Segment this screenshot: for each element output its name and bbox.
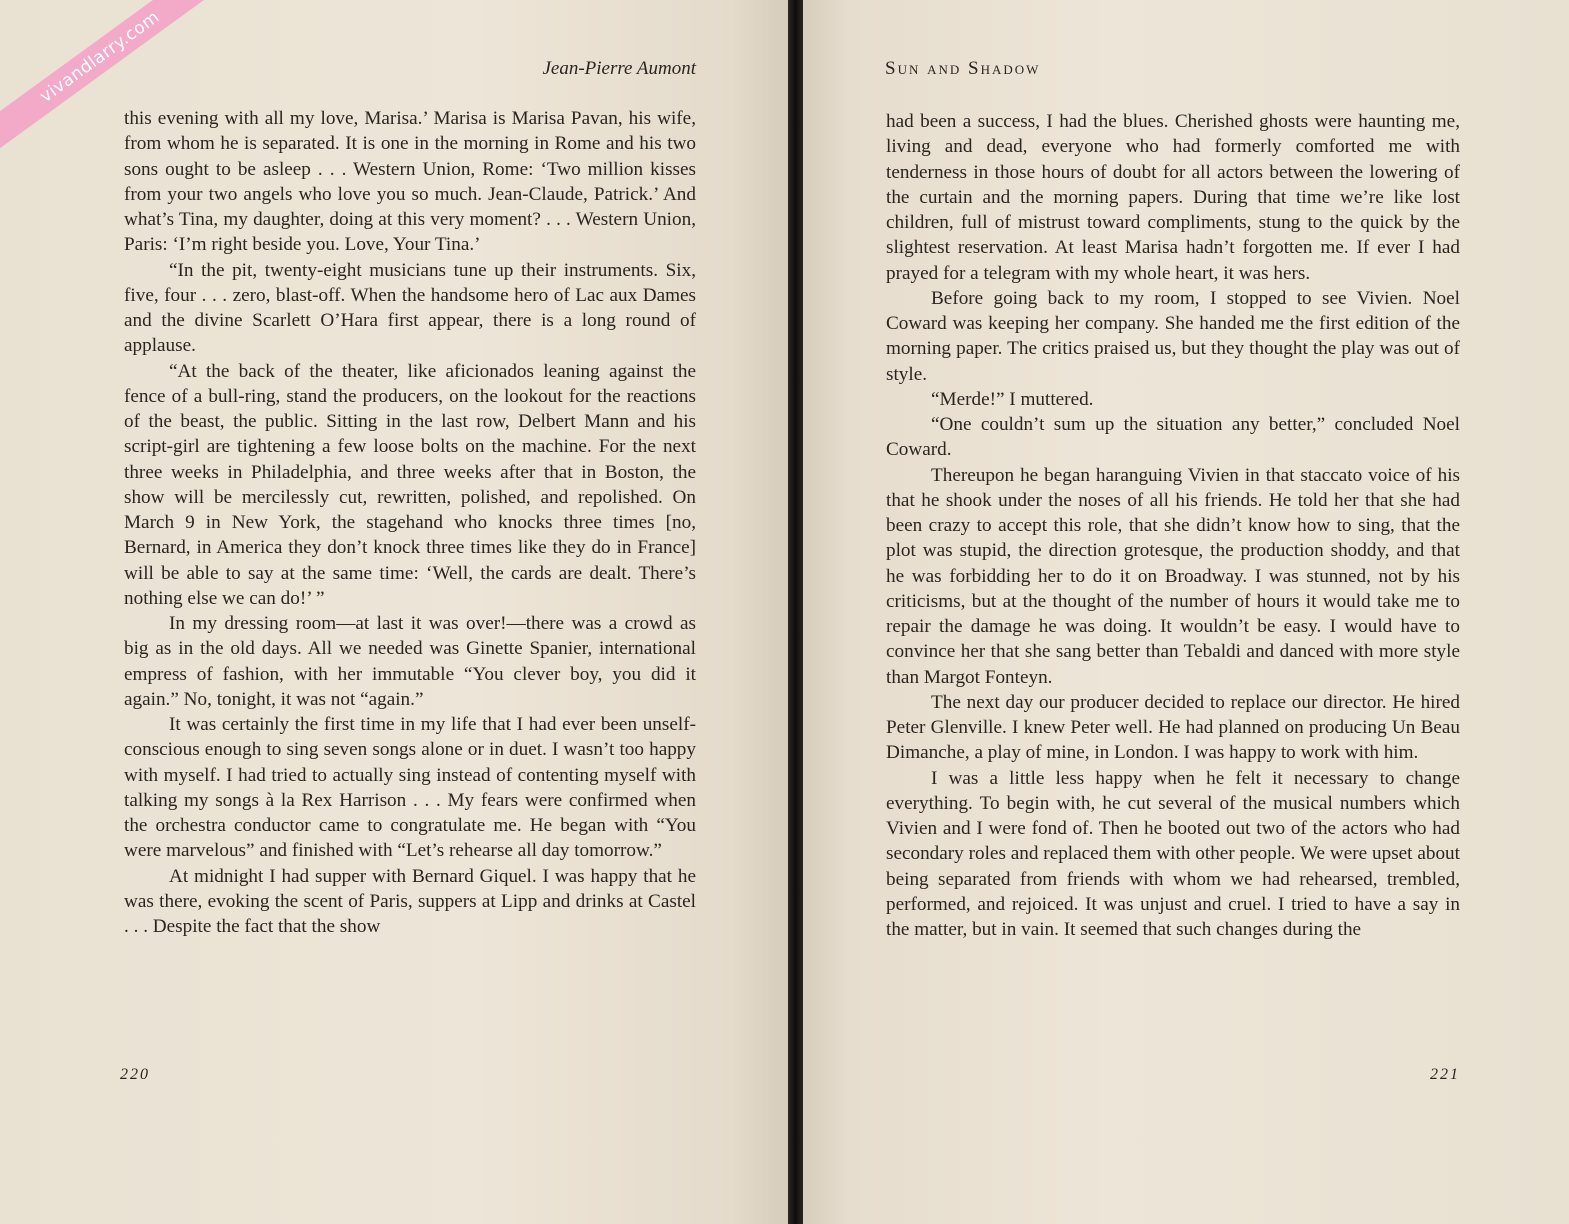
paragraph: “Merde!” I muttered.	[931, 388, 1094, 410]
paragraph: At midnight I had supper with Bernard Giquel. I was happy that he was there, evoking the scent of Paris, suppers at Lipp and drinks at Castel . . . Despite the fact that the show	[124, 865, 696, 937]
running-head-title: Sun and Shadow	[885, 58, 1041, 79]
paragraph: this evening with all my love, Marisa.’ Marisa is Marisa Pavan, his wife, from whom he is separated. It is one in the morning in Rome and his two sons ought to be asleep . . . Western Union, Rome: ‘Two million kisses from your two angels who love you so much. Jean-Claude, Patrick.’ And what’s Tina, my daughter, doing at this very moment? . . . Western Union, Paris: ‘I’m right beside you. Love, Your Tina.’	[124, 108, 696, 256]
paragraph: Before going back to my room, I stopped to see Vivien. Noel Coward was keeping her company. She handed me the first edition of the morning paper. The critics praised us, but they thought the play was out of style.	[886, 287, 1460, 385]
paragraph: “One couldn’t sum up the situation any better,” concluded Noel Coward.	[886, 414, 1460, 461]
running-head-author: Jean-Pierre Aumont	[542, 58, 696, 79]
paragraph: I was a little less happy when he felt it necessary to change everything. To begin with, he cut several of the musical numbers which Vivien and I were fond of. Then he booted out two of the actors who had secondary roles and replaced them with other people. We were upset about being separated from friends with whom we had rehearsed, trembled, performed, and rejoiced. It was unjust and cruel. I tried to have a say in the matter, but in vain. It seemed that such changes during the	[886, 767, 1460, 940]
paragraph: Thereupon he began haranguing Vivien in that staccato voice of his that he shook under the noses of all his friends. He told her that she had been crazy to accept this role, that she didn’t know how to sing, that the plot was stupid, the direction grotesque, the production shoddy, and that he was forbidding her to do it on Broadway. I was stunned, not by his criticisms, but at the thought of the number of hours it would take me to repair the damage he was doing. It wouldn’t be easy. I would have to convince her that she sang better than Tebaldi and danced with more style than Margot Fonteyn.	[886, 464, 1460, 688]
page-number: 220	[120, 1066, 150, 1083]
paragraph: had been a success, I had the blues. Cherished ghosts were haunting me, living and dead, everyone who had formerly comforted me with tenderness in those hours of doubt for all actors between the lowering of the curtain and the morning papers. During that time we’re like lost children, full of mistrust toward compliments, stung to the quick by the slightest reservation. At least Marisa hadn’t forgotten me. If ever I had prayed for a telegram with my whole heart, it was hers.	[886, 111, 1460, 284]
paragraph: “At the back of the theater, like aficionados leaning against the fence of a bull-ring, stand the producers, on the lookout for the reactions of the beast, the public. Sitting in the last row, Delbert Mann and his script-girl are tightening a few loose bolts on the machine. For the next three weeks in Philadelphia, and three weeks after that in Boston, the show will be mercilessly cut, rewritten, polished, and repolished. On March 9 in New York, the stagehand who knocks three times [no, Bernard, in America they don’t knock three times like they do in France] will be able to say at the same time: ‘Well, the cards are dealt. There’s nothing else we can do!’ ”	[124, 360, 696, 609]
watermark-banner: vivandlarry.com	[0, 0, 222, 151]
paragraph: “In the pit, twenty-eight musicians tune up their instruments. Six, five, four . . . zero, blast-off. When the handsome hero of Lac aux Dames and the divine Scarlett O’Hara first appear, there is a long round of applause.	[124, 259, 696, 357]
paragraph: The next day our producer decided to replace our director. He hired Peter Glenville. I knew Peter well. He had planned on producing Un Beau Dimanche, a play of mine, in London. I was happy to work with him.	[886, 691, 1460, 764]
paragraph: It was certainly the first time in my life that I had ever been unself-conscious enough to sing seven songs alone or in duet. I wasn’t too happy with myself. I had tried to actually sing instead of contenting myself with talking my songs à la Rex Harrison . . . My fears were confirmed when the orchestra conductor came to congratulate me. He began with “You were marvelous” and finished with “Let’s rehearse all day tomorrow.”	[124, 714, 696, 862]
page-number: 221	[1430, 1066, 1460, 1083]
book-gutter	[788, 0, 803, 1224]
right-page	[803, 0, 1569, 1224]
paragraph: In my dressing room—at last it was over!—there was a crowd as big as in the old days. All we needed was Ginette Spanier, international empress of fashion, with her immutable “You clever boy, you did it again.” No, tonight, it was not “again.”	[124, 613, 696, 710]
right-page-body	[886, 109, 1460, 942]
left-page-body	[124, 106, 696, 939]
